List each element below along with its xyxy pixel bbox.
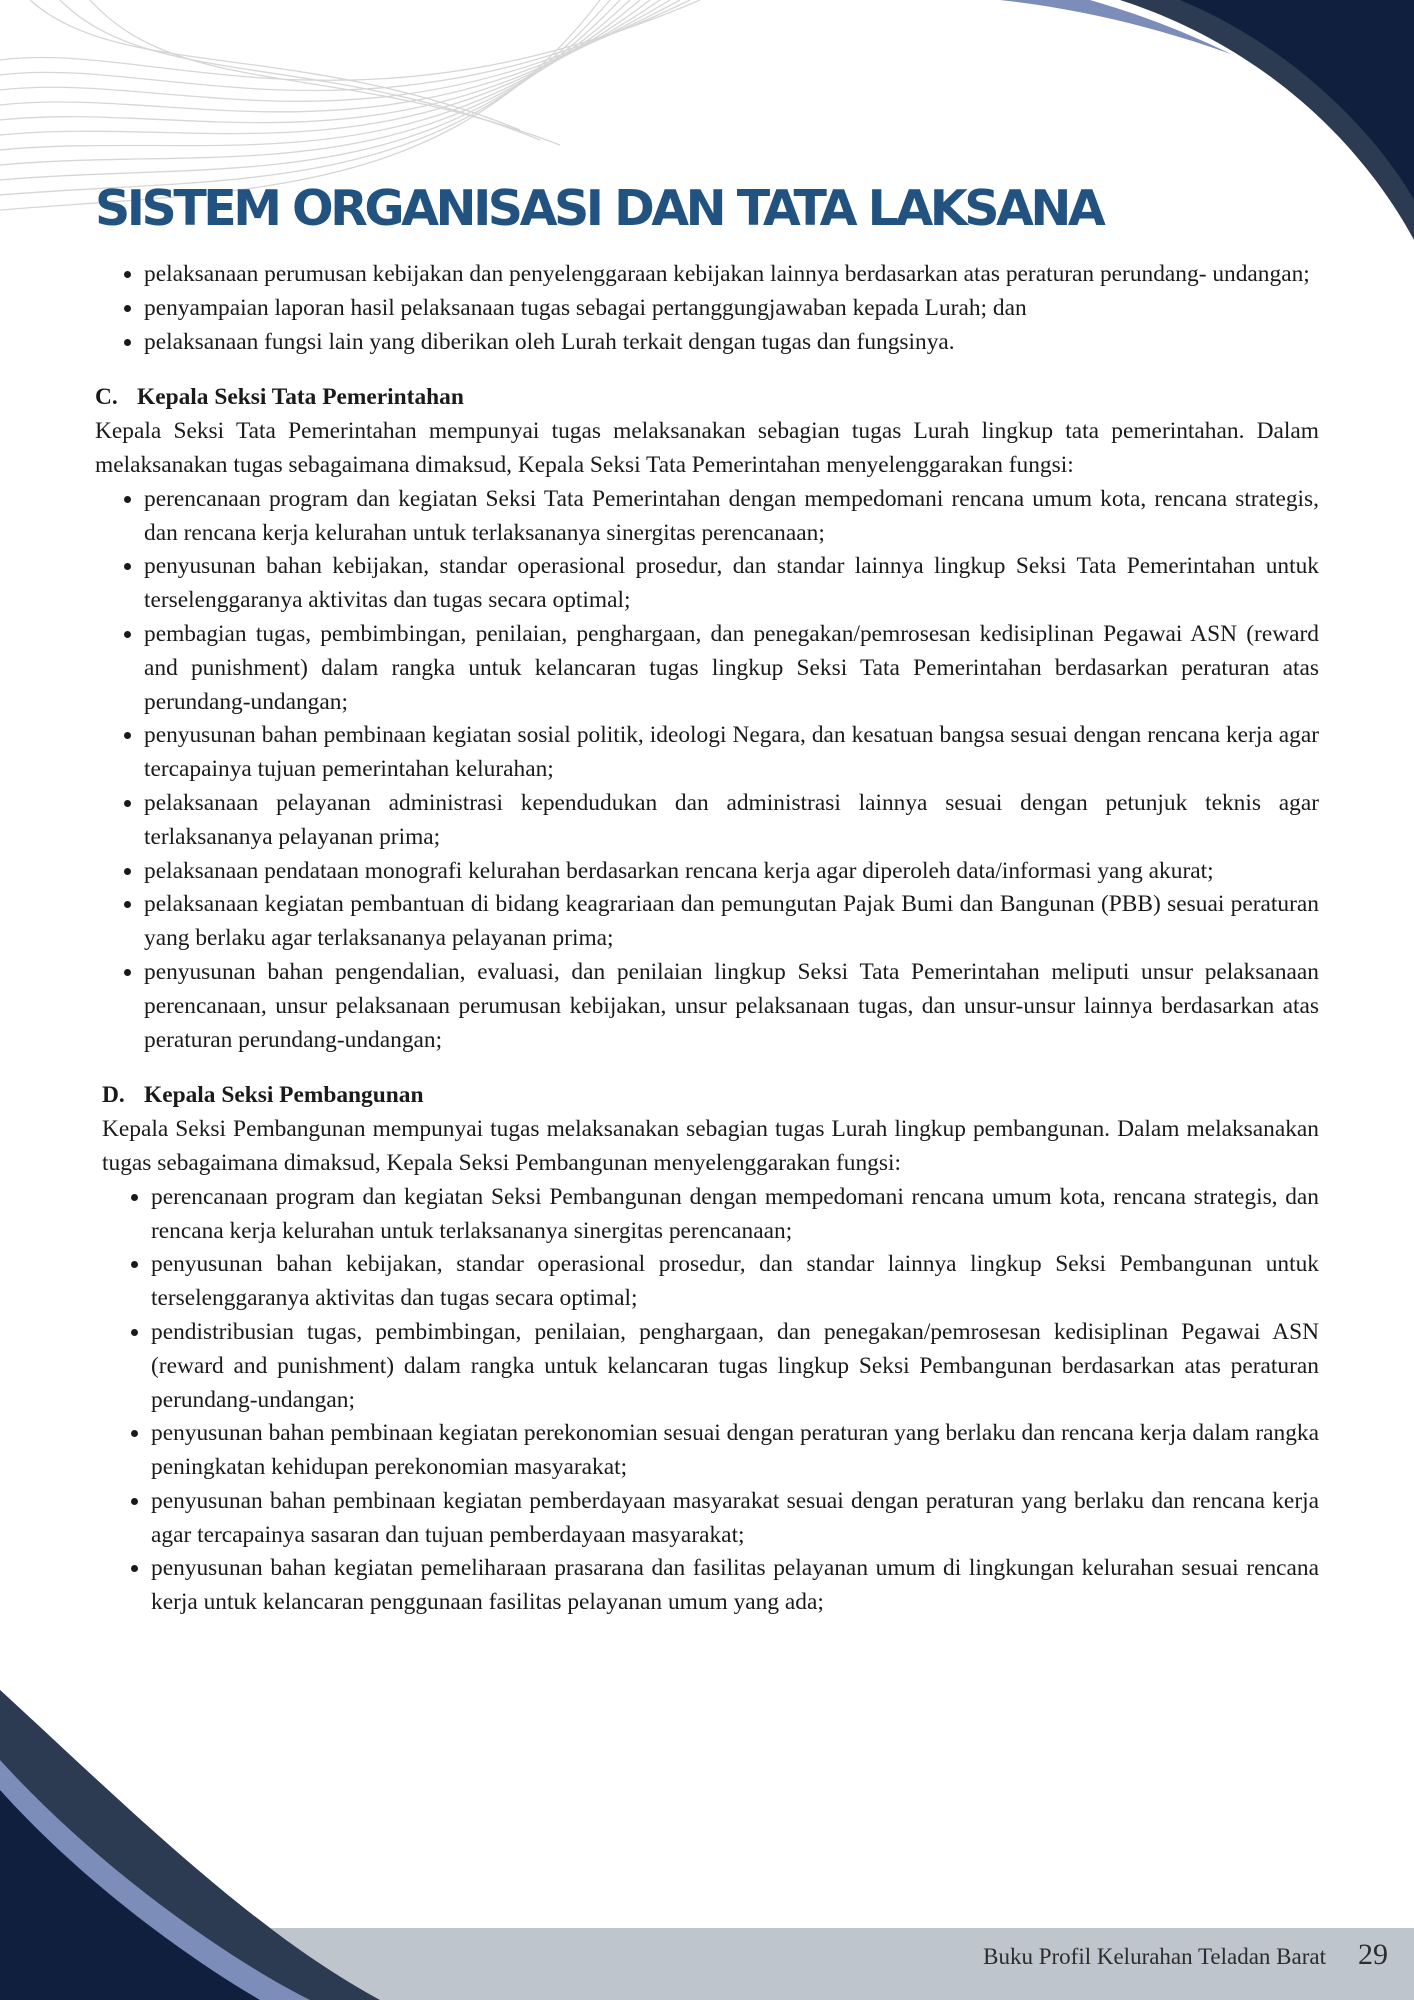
section-list [95, 483, 1319, 1058]
list-item: • perencanaan program dan kegiatan Seksi Tata Pemerintahan dengan mempedomani rencana umum kota, rencana strategis, dan rencana kerja kelurahan untuk terlaksananya sinergitas perencanaan; [144, 483, 1319, 551]
section-letter: C. [95, 384, 118, 411]
section-list [102, 1181, 1319, 1620]
section-title: Kepala Seksi Tata Pemerintahan [137, 384, 464, 411]
list-item: • penyusunan bahan kegiatan pemeliharaan prasarana dan fasilitas pelayanan umum di lingkungan kelurahan sesuai rencana kerja untuk kelancaran penggunaan fasilitas pelayanan umum yang ada; [151, 1552, 1319, 1620]
section-tata-pemerintahan [95, 381, 1319, 1057]
list-item: • penyusunan bahan pengendalian, evaluasi, dan penilaian lingkup Seksi Tata Pemerintahan meliputi unsur pelaksanaan perencanaan, unsur pelaksanaan perumusan kebijakan, unsur pelaksanaan tugas, dan unsur-unsur lainnya berdasarkan atas peraturan perundang-undangan; [144, 956, 1319, 1057]
section-intro: Kepala Seksi Pembangunan mempunyai tugas melaksanakan sebagian tugas Lurah lingkup pembangunan. Dalam melaksanakan tugas sebagaimana dimaksud, Kepala Seksi Pembangunan menyelenggarakan fungsi: [102, 1116, 1319, 1176]
list-item: • penyusunan bahan pembinaan kegiatan pemberdayaan masyarakat sesuai dengan peraturan yang berlaku dan rencana kerja agar tercapainya sasaran dan tujuan pemberdayaan masyarakat; [151, 1485, 1319, 1553]
section-intro: Kepala Seksi Tata Pemerintahan mempunyai tugas melaksanakan sebagian tugas Lurah lingkup tata pemerintahan. Dalam melaksanakan tugas sebagaimana dimaksud, Kepala Seksi Tata Pemerintahan menyelenggarakan fungsi: [95, 418, 1319, 478]
list-item: • pembagian tugas, pembimbingan, penilaian, penghargaan, dan penegakan/pemrosesan kedisiplinan Pegawai ASN (reward and punishment) dalam rangka untuk kelancaran tugas lingkup Seksi Tata Pemerintahan berdasarkan peraturan atas perundang-undangan; [144, 618, 1319, 719]
page-number: 29 [1358, 1938, 1388, 1971]
footer-book-title: Buku Profil Kelurahan Teladan Barat [983, 1944, 1326, 1969]
list-item: • penyusunan bahan kebijakan, standar operasional prosedur, dan standar lainnya lingkup Seksi Pembangunan untuk terselenggaranya aktivitas dan tugas secara optimal; [151, 1248, 1319, 1316]
page-content [95, 170, 1319, 1620]
section-heading [95, 381, 1319, 415]
list-item: • pelaksanaan pendataan monografi kelurahan berdasarkan rencana kerja agar diperoleh data/informasi yang akurat; [144, 855, 1319, 889]
list-item: • pelaksanaan pelayanan administrasi kependudukan dan administrasi lainnya sesuai dengan petunjuk teknis agar terlaksananya pelayanan prima; [144, 787, 1319, 855]
list-item: • penyusunan bahan pembinaan kegiatan sosial politik, ideologi Negara, dan kesatuan bangsa sesuai dengan rencana kerja agar tercapainya tujuan pemerintahan kelurahan; [144, 719, 1319, 787]
list-item: • penyusunan bahan kebijakan, standar operasional prosedur, dan standar lainnya lingkup Seksi Tata Pemerintahan untuk terselenggaranya aktivitas dan tugas secara optimal; [144, 550, 1319, 618]
section-pembangunan [95, 1079, 1319, 1620]
page-title: SISTEM ORGANISASI DAN TATA LAKSANA [95, 180, 1103, 237]
section-letter: D. [102, 1082, 125, 1109]
section-title: Kepala Seksi Pembangunan [144, 1082, 424, 1109]
section-heading [102, 1079, 1319, 1113]
top-list [95, 258, 1319, 359]
list-item: • pelaksanaan perumusan kebijakan dan penyelenggaraan kebijakan lainnya berdasarkan atas peraturan perundang- undangan; [144, 258, 1319, 292]
list-item: • penyampaian laporan hasil pelaksanaan tugas sebagai pertanggungjawaban kepada Lurah; dan [144, 292, 1319, 326]
list-item: • perencanaan program dan kegiatan Seksi Pembangunan dengan mempedomani rencana umum kota, rencana strategis, dan rencana kerja kelurahan untuk terlaksananya sinergitas perencanaan; [151, 1181, 1319, 1249]
list-item: • penyusunan bahan pembinaan kegiatan perekonomian sesuai dengan peraturan yang berlaku dan rencana kerja dalam rangka peningkatan kehidupan perekonomian masyarakat; [151, 1417, 1319, 1485]
list-item: • pelaksanaan fungsi lain yang diberikan oleh Lurah terkait dengan tugas dan fungsinya. [144, 326, 1319, 360]
list-item: • pendistribusian tugas, pembimbingan, penilaian, penghargaan, dan penegakan/pemrosesan kedisiplinan Pegawai ASN (reward and punishment) dalam rangka untuk kelancaran tugas lingkup Seksi Pembangunan berdasarkan atas peraturan perundang-undangan; [151, 1316, 1319, 1417]
list-item: • pelaksanaan kegiatan pembantuan di bidang keagrariaan dan pemungutan Pajak Bumi dan Bangunan (PBB) sesuai peraturan yang berlaku agar terlaksananya pelayanan prima; [144, 888, 1319, 956]
